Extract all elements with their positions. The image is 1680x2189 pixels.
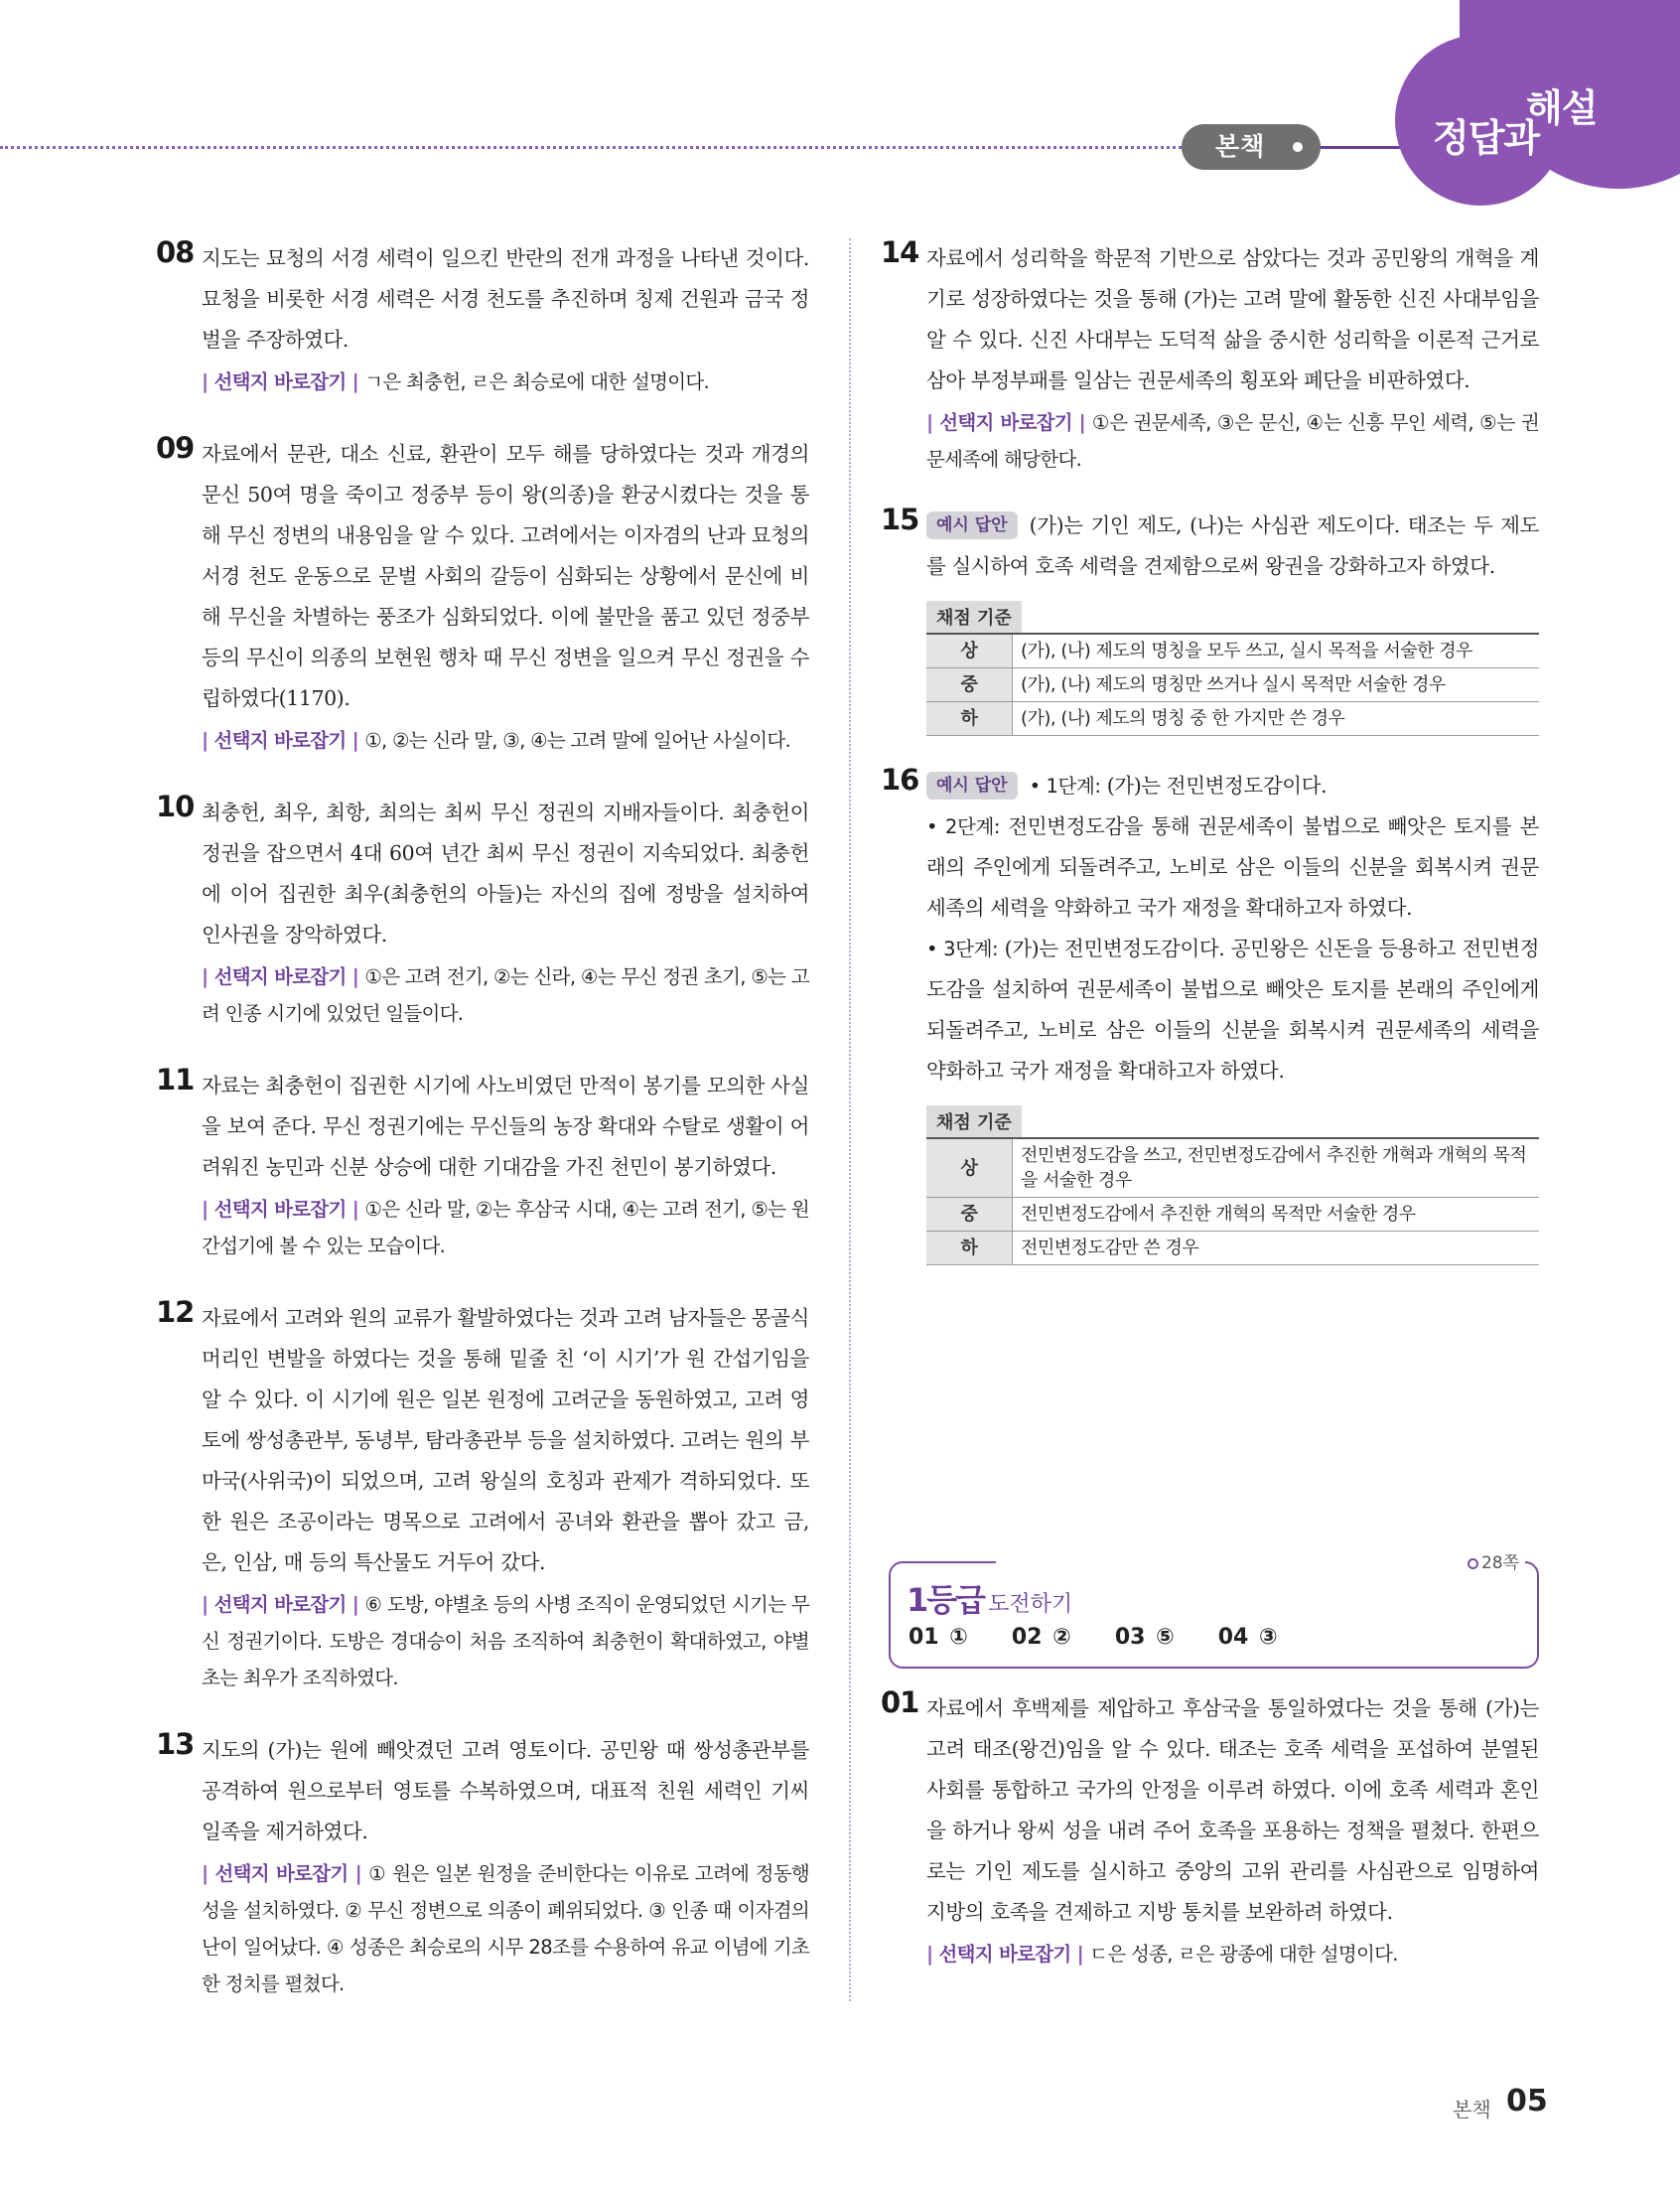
question-number: 08 (156, 235, 195, 269)
question-number: 11 (156, 1063, 195, 1096)
challenge-answers (909, 1625, 1322, 1650)
grade-level: 중 (926, 668, 1013, 702)
choice-correction-label: 선택지 바로잡기 (213, 1198, 347, 1221)
table-row (926, 1138, 1539, 1198)
table-row (926, 1198, 1539, 1232)
bar-icon: | (926, 1943, 939, 1966)
step-text: 전민변정도감을 통해 권문세족이 불법으로 빼앗은 토지를 본래의 주인에게 되돌려주고, 노비로 삼은 이들의 신분을 회복시켜 권문세족의 세력을 약화하고 국가 재정을 확대하고자 하였다. (926, 814, 1539, 920)
explanation: 지도는 묘청의 서경 세력이 일으킨 반란의 전개 과정을 나타낸 것이다. 묘청을 비롯한 서경 세력은 서경 천도를 추진하며 칭제 건원과 금국 정벌을 주장하였다. (202, 246, 809, 352)
header-title: 정답과 (1433, 116, 1540, 160)
bar-icon: | (202, 1198, 214, 1221)
grading-criteria (926, 1105, 1539, 1265)
bar-icon: | (926, 411, 940, 434)
table-row (926, 634, 1539, 668)
example-answer-badge: 예시 답안 (926, 511, 1018, 539)
choice-correction-label: 선택지 바로잡기 (213, 1593, 347, 1616)
explanation: 자료에서 후백제를 제압하고 후삼국을 통일하였다는 것을 통해 (가)는 고려 태조(왕건)임을 알 수 있다. 태조는 호족 세력을 포섭하여 분열된 사회를 통합하고 국가의 안정을 이루려 하였다. 이에 호족 세력과 혼인을 하거나 왕씨 성을 내려 주어 호족을 포용하는 정책을 펼쳤다. 한편으로는 기인 제도를 실시하고 중앙의 고위 관리를 사심관으로 임명하여 지방의 호족을 견제하고 지방 통치를 보완하려 하였다. (926, 1696, 1539, 1924)
choice-correction (202, 722, 809, 759)
choice-correction-label: 선택지 바로잡기 (214, 1862, 349, 1885)
challenge-title-small: 도전하기 (988, 1592, 1073, 1617)
header-dotted-line (0, 146, 1182, 149)
choice-correction-text: ㄱ은 최충헌, ㄹ은 최승로에 대한 설명이다. (364, 370, 710, 393)
question-number: 15 (881, 503, 919, 536)
question-number: 10 (156, 790, 195, 823)
explanation (926, 506, 1539, 587)
bar-icon: | (346, 1198, 365, 1221)
bar-icon: | (1070, 1943, 1090, 1966)
bar-icon: | (1071, 411, 1092, 434)
explanation-text: (가)는 기인 제도, (나)는 사심관 제도이다. 태조는 두 제도를 실시하여 호족 세력을 견제함으로써 왕권을 강화하고자 하였다. (926, 513, 1539, 578)
bar-icon: | (202, 965, 214, 988)
bar-icon: | (202, 1593, 214, 1616)
answer-key: 01 ① (909, 1625, 968, 1650)
table-row (926, 668, 1539, 702)
question-number: 09 (156, 431, 195, 465)
answer-item (881, 763, 1540, 1265)
footer-label: 본책 (1453, 2098, 1491, 2121)
page-number: 05 (1506, 2084, 1548, 2118)
bar-icon: | (346, 965, 365, 988)
answer-item (881, 503, 1539, 736)
grading-criteria (926, 601, 1539, 736)
question-number: 12 (156, 1295, 195, 1329)
choice-correction-text: ① 원은 일본 원정을 준비한다는 이유로 고려에 정동행성을 설치하였다. ② 무신 정변으로 의종이 폐위되었다. ③ 인종 때 이자겸의 난이 일어났다. ④ 성종은 최승로의 시무 28조를 수용하여 유교 이념에 기초한 정치를 펼쳤다. (202, 1862, 809, 1995)
choice-correction-text: ㄷ은 성종, ㄹ은 광종에 대한 설명이다. (1089, 1943, 1398, 1966)
answer-item (156, 1295, 809, 1696)
choice-correction-label: 선택지 바로잡기 (213, 965, 347, 988)
step-label: • 1단계: (1029, 775, 1101, 798)
header-line (1321, 146, 1400, 149)
answer-item (881, 1685, 1539, 1972)
explanation: 자료에서 고려와 원의 교류가 활발하였다는 것과 고려 남자들은 몽골식 머리인 변발을 하였다는 것을 통해 밑줄 친 ‘이 시기’가 원 간섭기임을 알 수 있다. 이 시기에 원은 일본 원정에 고려군을 동원하였고, 고려 영토에 쌍성총관부, 동녕부, 탐라총관부 등을 설치하였다. 고려는 원의 부마국(사위국)이 되었으며, 고려 왕실의 호칭과 관제가 격하되었다. 또한 원은 조공이라는 명목으로 고려에서 공녀와 환관을 뽑아 갔고 금, 은, 인삼, 매 등의 특산물도 거두어 갔다. (202, 1306, 809, 1574)
choice-correction-text: ①은 고려 전기, ②는 신라, ④는 무신 정권 초기, ⑤는 고려 인종 시기에 있었던 일들이다. (202, 965, 809, 1025)
choice-correction (202, 1191, 809, 1264)
challenge-title-big: 1등급 (907, 1581, 985, 1619)
choice-correction (926, 404, 1539, 478)
question-number: 01 (881, 1685, 919, 1719)
tab-dot-icon (1293, 142, 1303, 152)
bar-icon: | (346, 370, 365, 393)
bar-icon: | (202, 729, 214, 752)
question-number: 16 (881, 763, 919, 797)
choice-correction-text: ①은 권문세족, ③은 문신, ④는 신흥 무인 세력, ⑤는 권문세족에 해당한다. (926, 411, 1539, 471)
bar-icon: | (346, 1593, 365, 1616)
grading-header: 채점 기준 (926, 601, 1022, 633)
grading-table (926, 1137, 1539, 1265)
step-text: (가)는 전민변정도감이다. 공민왕은 신돈을 등용하고 전민변정도감을 설치하여 권문세족이 불법으로 빼앗은 토지를 본래의 주인에게 되돌려주고, 노비로 삼은 이들의 신분을 회복시켜 권문세족의 세력을 약화하고 국가 재정을 확대하고자 하였다. (926, 937, 1540, 1083)
section-tab-label: 본책 (1215, 132, 1266, 161)
grade-description: 전민변정도감에서 추진한 개혁의 목적만 서술한 경우 (1013, 1198, 1540, 1232)
explanation: 지도의 (가)는 원에 빼앗겼던 고려 영토이다. 공민왕 때 쌍성총관부를 공격하여 원으로부터 영토를 수복하였으며, 대표적 친원 세력인 기씨 일족을 제거하였다. (202, 1738, 809, 1843)
answer-key: 04 ③ (1217, 1625, 1278, 1650)
choice-correction-text: ⑥ 도방, 야별초 등의 사병 조직이 운영되었던 시기는 무신 정권기이다. 도방은 경대승이 처음 조직하여 최충헌이 확대하였고, 야별초는 최우가 조직하였다. (202, 1593, 809, 1689)
choice-correction (202, 364, 809, 400)
choice-correction (202, 1855, 809, 2002)
column-divider (849, 238, 851, 2001)
explanation: 자료에서 성리학을 학문적 기반으로 삼았다는 것과 공민왕의 개혁을 계기로 성장하였다는 것을 통해 (가)는 고려 말에 활동한 신진 사대부임을 알 수 있다. 신진 사대부는 도덕적 삶을 중시한 성리학을 이론적 근거로 삼아 부정부패를 일삼는 권문세족의 횡포와 폐단을 비판하였다. (926, 246, 1539, 392)
grading-table (926, 633, 1539, 736)
answer-step (926, 766, 1539, 806)
grade-level: 상 (926, 1138, 1013, 1198)
grade-description: (가), (나) 제도의 명칭 중 한 가지만 쓴 경우 (1013, 702, 1540, 736)
grade-level: 하 (926, 702, 1013, 736)
left-column (156, 235, 809, 2002)
grade-level: 하 (926, 1232, 1013, 1265)
choice-correction (926, 1936, 1539, 1972)
answer-step (926, 929, 1539, 1092)
section-tab[interactable] (1182, 124, 1321, 170)
answer-item (156, 1063, 809, 1264)
explanation: 최충헌, 최우, 최항, 최의는 최씨 무신 정권의 지배자들이다. 최충헌이 정권을 잡으면서 4대 60여 년간 최씨 무신 정권이 지속되었다. 최충헌에 이어 집권한 최우(최충헌의 아들)는 자신의 집에 정방을 설치하여 인사권을 장악하였다. (202, 801, 809, 947)
step-label: • 2단계: (926, 815, 1001, 838)
choice-correction-label: 선택지 바로잡기 (939, 411, 1072, 434)
right-column (881, 235, 1540, 1265)
bar-icon: | (346, 729, 365, 752)
choice-correction (202, 958, 809, 1032)
answer-key: 03 ⑤ (1114, 1625, 1175, 1650)
example-answer-badge: 예시 답안 (926, 772, 1018, 800)
choice-correction-label: 선택지 바로잡기 (213, 370, 347, 393)
table-row (926, 1232, 1539, 1265)
choice-correction-label: 선택지 바로잡기 (213, 729, 347, 752)
choice-correction-text: ①은 신라 말, ②는 후삼국 시대, ④는 고려 전기, ⑤는 원 간섭기에 볼 수 있는 모습이다. (202, 1198, 809, 1257)
answer-key: 02 ② (1011, 1625, 1071, 1650)
question-number: 13 (156, 1727, 195, 1761)
grade-level: 중 (926, 1198, 1013, 1232)
grade-description: 전민변정도감만 쓴 경우 (1013, 1232, 1540, 1265)
grade-description: (가), (나) 제도의 명칭을 모두 쓰고, 실시 목적을 서술한 경우 (1013, 634, 1540, 668)
frame-gap (996, 1557, 1472, 1565)
grade-level: 상 (926, 634, 1013, 668)
explanation: 자료에서 문관, 대소 신료, 환관이 모두 해를 당하였다는 것과 개경의 문신 50여 명을 죽이고 정중부 등이 왕(의종)을 환궁시켰다는 것을 통해 무신 정변의 내용임을 알 수 있다. 고려에서는 이자겸의 난과 묘청의 서경 천도 운동으로 문벌 사회의 갈등이 심화되는 상황에서 문신에 비해 무신을 차별하는 풍조가 심화되었다. 이에 불만을 품고 있던 정중부 등의 무신이 의종의 보현원 행차 때 무신 정변을 일으켜 무신 정권을 수립하였다(1170). (202, 442, 809, 710)
header-title: 해설 (1526, 86, 1598, 130)
answer-item (156, 790, 809, 1032)
bar-icon: | (202, 370, 214, 393)
choice-correction-text: ①, ②는 신라 말, ③, ④는 고려 말에 일어난 사실이다. (364, 729, 790, 752)
step-label: • 3단계: (926, 938, 999, 960)
step-text: (가)는 전민변정도감이다. (1106, 774, 1328, 798)
answer-item (156, 1727, 809, 2002)
grade-description: 전민변정도감을 쓰고, 전민변정도감에서 추진한 개혁과 개혁의 목적을 서술한 경우 (1013, 1138, 1540, 1198)
table-row (926, 702, 1539, 736)
challenge-title (901, 1575, 1078, 1621)
answer-step (926, 806, 1539, 929)
page-reference: 28쪽 (1475, 1548, 1525, 1573)
explanation: 자료는 최충헌이 집권한 시기에 사노비였던 만적이 봉기를 모의한 사실을 보여 준다. 무신 정권기에는 무신들의 농장 확대와 수탈로 생활이 어려워진 농민과 신분 상승에 대한 기대감을 가진 천민이 봉기하였다. (202, 1074, 809, 1179)
answer-item (881, 235, 1539, 478)
grade-description: (가), (나) 제도의 명칭만 쓰거나 실시 목적만 서술한 경우 (1013, 668, 1540, 702)
answer-item (156, 431, 809, 759)
grading-header: 채점 기준 (926, 1105, 1022, 1137)
question-number: 14 (881, 235, 919, 269)
bar-icon: | (202, 1862, 215, 1885)
answer-item (156, 235, 809, 400)
choice-correction (202, 1586, 809, 1696)
bar-icon: | (348, 1862, 369, 1885)
choice-correction-label: 선택지 바로잡기 (938, 1943, 1071, 1966)
